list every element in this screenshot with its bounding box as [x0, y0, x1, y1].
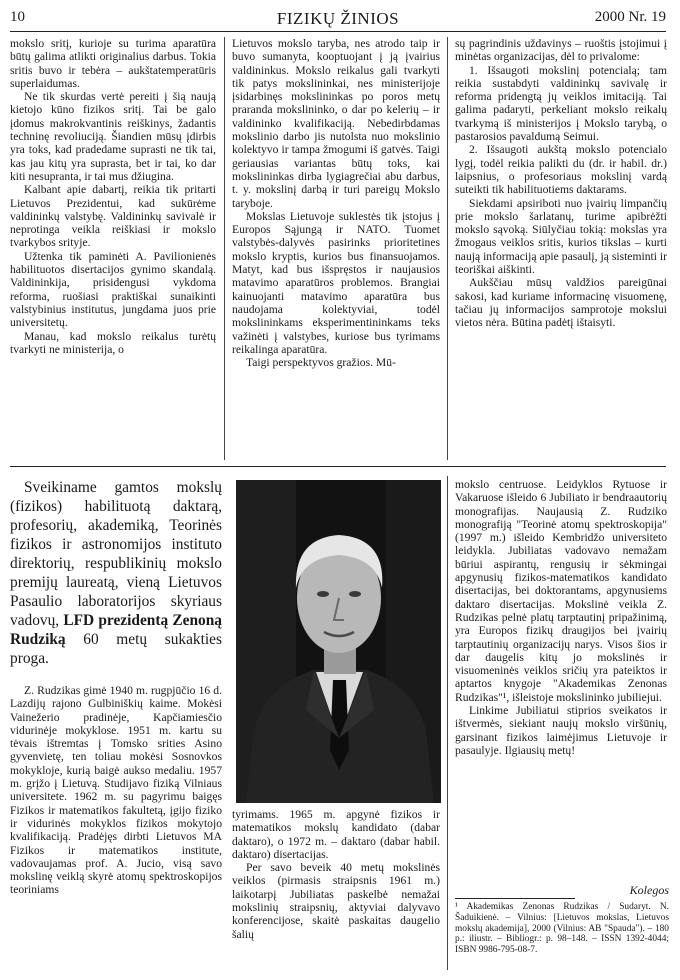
- portrait-photo: [236, 480, 441, 803]
- paragraph: sų pagrindinis uždavinys – ruoštis įstojimui į minėtas organizacijas, dėl to privalome:: [455, 37, 667, 64]
- page-header: [10, 9, 666, 29]
- paragraph: Linkime Jubiliatui stiprios sveikatos ir ištvermės, siekiant naujų mokslo viršūnių, garsinant fizikos laimėjimus Lietuvoje ir pasaulyje. Ilgiausių metų!: [455, 704, 667, 757]
- paragraph: Taigi perspektyvos gražios. Mū-: [246, 356, 396, 370]
- footnote-rule: [455, 898, 575, 899]
- paragraph: Aukščiau mūsų valdžios pareigūnai sakosi, kad kuriame informacinę visuomenę, tačiau jų informacijos samprotoje mokslui vietos nėra. Būtina padėtį ištaisyti.: [455, 276, 667, 330]
- bio-column-2: [232, 808, 440, 941]
- paragraph: Užtenka tik paminėti A. Pavilionienės habilituotos disertacijos gynimo skandalą. Valdininkija, prisidengusi vykdoma reforma, ruošiasi praktiškai sunaikinti valstybinius institutus, jungdama juos prie universitetų.: [10, 249, 216, 330]
- paragraph: 2. Išsaugoti aukštą mokslo potencialo lygį, todėl reikia palikti du (dr. ir habil. dr.) laipsnius, o profesoriaus mokslinį vardą suteikti tik habilituotiems daktarams.: [455, 143, 667, 197]
- signature: Kolegos: [629, 883, 669, 897]
- column-divider: [447, 476, 448, 970]
- paragraph: Z. Rudzikas gimė 1940 m. rugpjūčio 16 d. Lazdijų rajono Gulbiniškių kaime. Mokėsi Vainežerio pradinėje, Kapčiamiesčio vidurinėje mokyklose. 1951 m. kartu su tėvais ištremtas į Tomsko srities Asino gyvenvietę, ten toliau mokėsi Sosnovkos mokykloje, kurią baigė aukso medaliu. 1957 m. grįžo į Lietuvą. Studijavo fiziką Vilniaus universitete. 1962 m. su pagyrimu baigęs Fizikos ir matematikos fakultetą, įgijo fiziko ir vidurinės mokyklos fizikos mokytojo kvalifikaciją. Pradėjęs dirbti Lietuvos MA Fizikos ir matematikos institute, vadovaujamas prof. A. Jucio, visą savo mokslinę veiklą skyrė atomų spektroskopijos teoriniams: [10, 684, 222, 897]
- header-rule: [10, 31, 666, 32]
- paragraph: mokslo centruose. Leidyklos Rytuose ir Vakaruose išleido 6 Jubiliato ir bendraautorių monografijas. Naujausią Z. Rudziko monografiją "Teorinė atomų spektroskopija" (1997 m.) išleido Kembridžo universiteto leidykla. Jubiliatas vadovavo nemažam būriui aspirantų, rengusių ir sėkmingai apgynusių fizikos-matematikos kandidato disertacijas, bei doktorantams, apgynusiems daktaro disertacijas. Mokslinė veikla Z. Rudzikas pelnė platų tarptautinį pripažinimą, yra Europos fizikų draugijos bei įvairių tarptautinių organizacijų narys. Visos šios ir dar daugelis kitų jo mokslinės ir visuomeninės veiklos sričių yra pateiktos ir aptartos knygoje "Akademikas Zenonas Rudzikas"¹, išleistoje mokslininko jubiliejui.: [455, 478, 667, 704]
- paragraph: mokslo sritį, kurioje su turima aparatūra būtų galima atlikti originalius darbus. Tokia sritis buvo ir tebėra – aukštatemperatūris superlaidumas.: [10, 37, 216, 90]
- greeting-text-end: 60 metų sukakties proga.: [10, 631, 222, 667]
- greeting-block: [10, 478, 222, 668]
- journal-title: FIZIKŲ ŽINIOS: [276, 9, 400, 28]
- paragraph: Ne tik skurdas vertė pereiti į šią naują kietojo kūno fizikos sritį. Tai be galo įdomus makrokvantinis reiškinys, žadantis techninę revoliuciją. Šiandien mūsų įdirbis yra toks, kad pradedame suprasti ne tik tai, kas jau kitų yra suprasta, bet ir tai, ko dar kiti nesupranta, ir tai mus džiugina.: [10, 90, 216, 183]
- column-divider: [224, 37, 225, 460]
- greeting-emphasis: LFD prezidentą Zenoną Rudziką: [10, 612, 222, 648]
- paragraph: Siekdami apsiriboti nuo įvairių limpančių prie mokslo šarlatanų, turime apibrėžti mokslo sąvoką. Siūlyčiau tokią: mokslas yra žmogaus veiklos sritis, kurios tikslas – kurti naują informaciją apie pasaulį, ją sisteminti ir teoriškai aiškinti.: [455, 196, 667, 277]
- bio-column-1: [10, 684, 222, 897]
- footnote-text: ¹ Akademikas Zenonas Rudzikas / Sudaryt. N. Šaduikienė. – Vilnius: [Lietuvos mokslas, Lietuvos mokslų akademija], 2000 (Vilnius: AB "Spauda"). – 180 p.: iliustr. – Bibliogr.: p. 98–148. – ISSN 1392-4044; ISBN 9986-795-08-7.: [455, 902, 669, 956]
- paragraph: Lietuvos mokslo taryba, nes atrodo taip ir buvo sumanyta, kooptuojant į ją įvairius valdininkus. Mokslo reikalus gali tvarkyti tik patys mokslininkai, nes ministerijoje įsidarbinęs mokslininkas po poros metų praranda mokslininko, o dar po kelerių – ir valdininko kvalifikaciją. Nebedirbdamas mokslinio darbo jis nutolsta nuo mokslinio kolektyvo ir tampa žmogumi iš gatvės. Taigi geriausias variantas būtų toks, kai mokslininkas dirba lygiagrečiai abu darbus, t. y. mokslinį darbą ir turi pareigų Mokslo taryboje.: [232, 37, 440, 210]
- paragraph: Kalbant apie dabartį, reikia tik pritarti Lietuvos Prezidentui, kad sukūrėme valdininkų valstybę. Valdininkų savivalė ir neprotinga veikla reiškiasi ir mokslo tvarkybos srityje.: [10, 183, 216, 250]
- footnote: [455, 902, 669, 956]
- column-divider: [447, 37, 448, 460]
- section-rule: [10, 466, 666, 467]
- top-article-column-3: [455, 37, 667, 330]
- top-article-column-1: [10, 37, 216, 356]
- paragraph: Manau, kad mokslo reikalus turėtų tvarkyti ne ministerija, o: [10, 329, 216, 356]
- portrait-illustration: [236, 480, 441, 803]
- paragraph: 1. Išsaugoti mokslinį potencialą; tam reikia sustabdyti valdininkų savivalę ir reforma pridengtą jų veiklos imitaciją. Tai galima padaryti, perkeliant mokslo reikalų tvarkymą iš ministerijos į Mokslo tarybą, o pastarosios pavaldumą Seimui.: [455, 63, 667, 144]
- page-number: 10: [10, 9, 25, 25]
- bio-column-3: [455, 478, 667, 757]
- greeting-text: Sveikiname gamtos mokslų (fizikos) habilituotą daktarą, profesorių, akademiką, Teorinės fizikos ir astronomijos instituto direktorių, respublikinių mokslo premijų laureatą, vieną Lietuvos Pasaulio laboratorijos skyriaus vadovų,: [10, 479, 222, 629]
- issue-info: 2000 Nr. 19: [594, 9, 666, 25]
- top-article-column-2: [232, 37, 440, 369]
- paragraph: Mokslas Lietuvoje suklestės tik įstojus į Europos Sąjungą ir NATO. Tuomet valstybės-dalyvės pasirinks prioritetines mokslo kryptis, kurios bus finansuojamos. Matyt, kad bus išspręstos ir naujausios matavimo aparatūros problemos. Brangiai kainuojanti matavimo aparatūra bus naudojama kolektyviai, todėl mokslininkams eksperimentininkams teks važinėti į valstybes, kuriose bus tyrimams reikalinga aparatūra.: [232, 209, 440, 356]
- paragraph: Per savo beveik 40 metų mokslinės veiklos (pirmasis straipsnis 1961 m.) laikotarpį Jubiliatas paskelbė nemažai mokslinių straipsnių, aktyviai dalyvavo konferencijose, skaitė paskaitas daugelio šalių: [232, 861, 440, 941]
- paragraph: tyrimams. 1965 m. apgynė fizikos ir matematikos mokslų kandidato (dabar daktaro), o 1972 m. – daktaro (dabar habil. daktaro) disertacijas.: [232, 808, 440, 861]
